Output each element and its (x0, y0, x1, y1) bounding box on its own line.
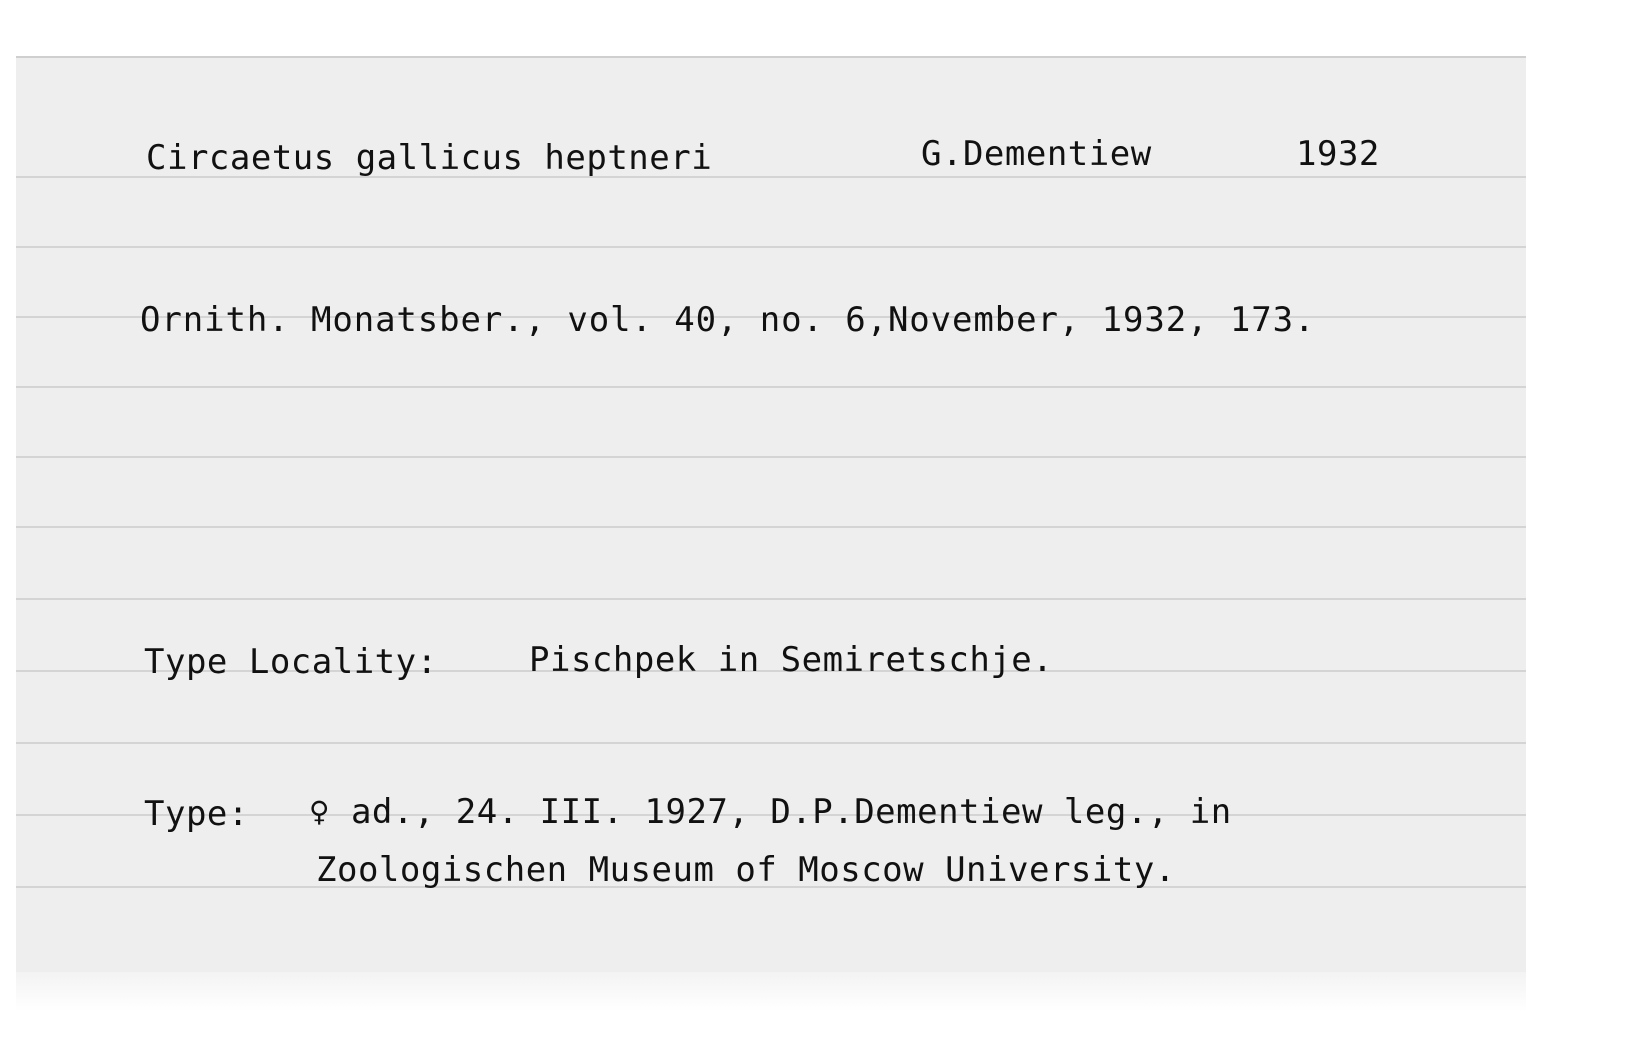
type-locality-value: Pischpek in Semiretschje. (529, 640, 1054, 680)
author-name: G.Dementiew (921, 134, 1152, 174)
heading-year: 1932 (1296, 134, 1380, 174)
ruled-line (16, 246, 1526, 248)
type-details-line-2: Zoologischen Museum of Moscow University. (316, 850, 1176, 890)
ruled-line (16, 598, 1526, 600)
ruled-line (16, 386, 1526, 388)
type-details-line-1: ♀ ad., 24. III. 1927, D.P.Dementiew leg., in (309, 792, 1232, 832)
card-bottom-shadow (16, 972, 1526, 1012)
ruled-line (16, 526, 1526, 528)
type-label: Type: (144, 794, 249, 834)
index-card (16, 56, 1526, 974)
type-locality-label: Type Locality: (144, 642, 438, 682)
ruled-line (16, 456, 1526, 458)
ruled-line (16, 742, 1526, 744)
taxon-name: Circaetus gallicus heptneri (146, 138, 713, 178)
citation: Ornith. Monatsber., vol. 40, no. 6,November, 1932, 173. (140, 300, 1316, 340)
